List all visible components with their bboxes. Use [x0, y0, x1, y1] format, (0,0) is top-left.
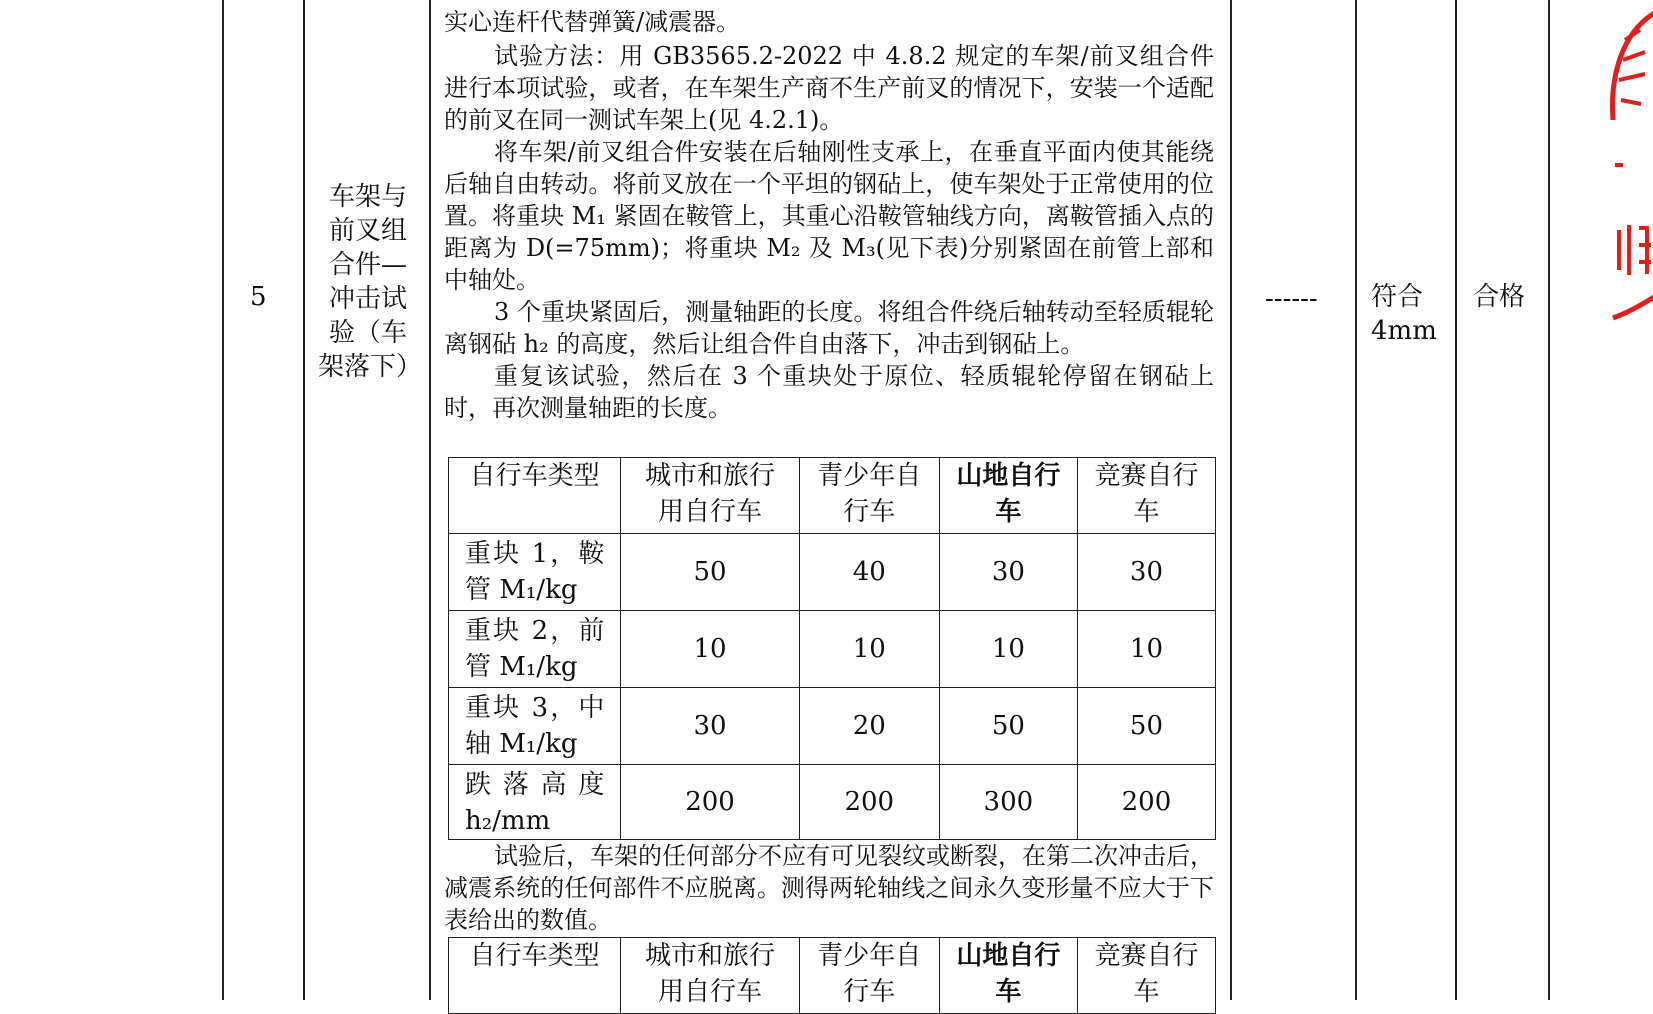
row-label: 重块 2，前管 M₁/kg [449, 611, 621, 688]
column-divider [1230, 0, 1232, 1000]
column-divider [222, 0, 224, 1000]
table-cell: 30 [621, 688, 799, 765]
table-cell: 200 [621, 765, 799, 840]
test-item-name: 车架与前叉组合件—冲击试验（车架落下） [318, 182, 423, 382]
standard-limit: ------ [1265, 284, 1318, 314]
table-row [449, 534, 1216, 611]
table-cell: 10 [939, 611, 1077, 688]
paragraph-setup: 将车架/前叉组合件安装在后轴刚性支承上，在垂直平面内使其能绕后轴自由转动。将前叉放在一个平坦的钢砧上，使车架处于正常使用的位置。将重块 M₁ 紧固在鞍管上，其重心沿鞍管轴线方向，离鞍管插入点的距离为 D(=75mm)；将重块 M₂ 及 M₃(见下表)分别紧固在前管上部和中轴处。 [444, 138, 1214, 294]
header-cell: 山地自行车 [939, 458, 1077, 534]
table-cell: 300 [939, 765, 1077, 840]
table-cell: 20 [799, 688, 939, 765]
mass-table [448, 457, 1216, 840]
table-cell: 30 [939, 534, 1077, 611]
table-cell: 30 [1077, 534, 1215, 611]
table-cell: 200 [1077, 765, 1215, 840]
table-cell: 10 [799, 611, 939, 688]
row-label: 重块 1，鞍管 M₁/kg [449, 534, 621, 611]
row-label: 跌 落 高 度 h₂/mm [449, 765, 621, 840]
table-cell: 10 [621, 611, 799, 688]
column-divider [1455, 0, 1457, 1000]
header-cell: 自行车类型 [449, 938, 621, 1014]
table-header-row [449, 938, 1216, 1014]
header-cell: 青少年自行车 [799, 458, 939, 534]
header-cell: 城市和旅行用自行车 [621, 938, 799, 1014]
header-cell: 自行车类型 [449, 458, 621, 534]
table-cell: 40 [799, 534, 939, 611]
column-divider [303, 0, 305, 1000]
header-cell: 青少年自行车 [799, 938, 939, 1014]
row-label: 重块 3，中轴 M₁/kg [449, 688, 621, 765]
measured-result: 符合4mm [1371, 282, 1437, 346]
paragraph-test-method: 试验方法：用 GB3565.2-2022 中 4.8.2 规定的车架/前叉组合件进行本项试验，或者，在车架生产商不生产前叉的情况下，安装一个适配的前叉在同一测试车架上(见 4.2.1)。 [444, 42, 1214, 134]
column-divider [1548, 0, 1550, 1000]
table-header-row [449, 458, 1216, 534]
paragraph-drop: 3 个重块紧固后，测量轴距的长度。将组合件绕后轴转动至轻质辊轮离钢砧 h₂ 的高度，然后让组合件自由落下，冲击到钢砧上。 [444, 298, 1214, 358]
table-row [449, 765, 1216, 840]
header-cell: 竞赛自行车 [1077, 458, 1215, 534]
table-cell: 200 [799, 765, 939, 840]
deformation-table [448, 937, 1216, 1014]
header-cell: 山地自行车 [939, 938, 1077, 1014]
column-divider [429, 0, 431, 1000]
row-number: 5 [250, 282, 267, 312]
table-row [449, 688, 1216, 765]
table-row [449, 611, 1216, 688]
table-cell: 50 [621, 534, 799, 611]
header-cell: 城市和旅行用自行车 [621, 458, 799, 534]
table-cell: 50 [939, 688, 1077, 765]
table-cell: 50 [1077, 688, 1215, 765]
red-seal-stamp [1605, 0, 1653, 330]
paragraph-repeat: 重复该试验，然后在 3 个重块处于原位、轻质辊轮停留在钢砧上时，再次测量轴距的长度。 [444, 362, 1214, 422]
column-divider [1355, 0, 1357, 1000]
paragraph-intro: 实心连杆代替弹簧/减震器。 [444, 8, 741, 36]
table-cell: 10 [1077, 611, 1215, 688]
verdict: 合格 [1473, 282, 1526, 312]
paragraph-acceptance: 试验后，车架的任何部分不应有可见裂纹或断裂，在第二次冲击后，减震系统的任何部件不应脱离。测得两轮轴线之间永久变形量不应大于下表给出的数值。 [444, 842, 1214, 934]
header-cell: 竞赛自行车 [1077, 938, 1215, 1014]
